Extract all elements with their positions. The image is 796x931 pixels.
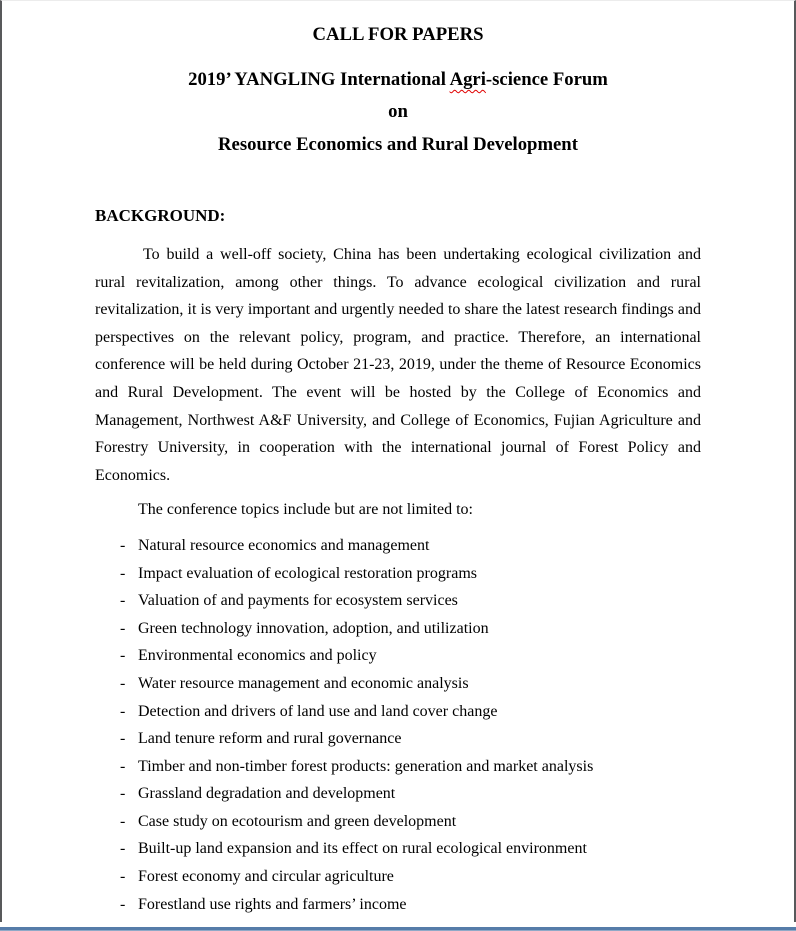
topic-text: Timber and non-timber forest products: generation and market analysis bbox=[138, 757, 594, 775]
dash-bullet: - bbox=[120, 647, 126, 665]
dash-bullet: - bbox=[120, 840, 126, 858]
title-block bbox=[95, 24, 701, 155]
dash-bullet: - bbox=[120, 592, 126, 610]
topic-list-item bbox=[95, 560, 701, 588]
topic-list-item bbox=[95, 835, 701, 863]
topic-text: Natural resource economics and management bbox=[138, 536, 430, 554]
topic-list-item bbox=[95, 698, 701, 726]
topic-text: Impact evaluation of ecological restoration programs bbox=[138, 564, 477, 582]
topic-list-item bbox=[95, 725, 701, 753]
topic-text: Built-up land expansion and its effect on rural ecological environment bbox=[138, 840, 587, 858]
topic-list-item bbox=[95, 780, 701, 808]
topic-text: Detection and drivers of land use and land cover change bbox=[138, 702, 498, 720]
topic-text: Environmental economics and policy bbox=[138, 647, 377, 665]
topic-text: Case study on ecotourism and green development bbox=[138, 812, 457, 830]
dash-bullet: - bbox=[120, 895, 126, 913]
topic-list-item bbox=[95, 532, 701, 560]
topic-text: Green technology innovation, adoption, and utilization bbox=[138, 619, 489, 637]
topic-text: Forestland use rights and farmers’ income bbox=[138, 895, 407, 913]
background-section bbox=[95, 205, 701, 918]
document-content bbox=[2, 24, 794, 918]
topic-list-item bbox=[95, 863, 701, 891]
dash-bullet: - bbox=[120, 730, 126, 748]
topic-text: Forest economy and circular agriculture bbox=[138, 868, 394, 886]
dash-bullet: - bbox=[120, 674, 126, 692]
topic-text: Water resource management and economic analysis bbox=[138, 674, 469, 692]
dash-bullet: - bbox=[120, 564, 126, 582]
dash-bullet: - bbox=[120, 536, 126, 554]
background-paragraph: To build a well-off society, China has been undertaking ecological civilization and rural revitalization, among other things. To advance ecological civilization and rural revitalization, it is very important and urgently needed to share the latest research findings and perspectives on the relevant policy, program, and practice. Therefore, an international conference will be held during October 21-23, 2019, under the theme of Resource Economics and Rural Development. The event will be hosted by the College of Economics and Management, Northwest A&F University, and College of Economics, Fujian Agriculture and Forestry University, in cooperation with the international journal of Forest Policy and Economics. bbox=[95, 246, 701, 484]
dash-bullet: - bbox=[120, 785, 126, 803]
topic-list-item bbox=[95, 642, 701, 670]
topic-text: Grassland degradation and development bbox=[138, 785, 396, 803]
topic-list-item bbox=[95, 808, 701, 836]
dash-bullet: - bbox=[120, 812, 126, 830]
topic-list-item bbox=[95, 670, 701, 698]
topics-intro: The conference topics include but are not limited to: bbox=[138, 501, 473, 519]
dash-bullet: - bbox=[120, 868, 126, 886]
topic-list-item bbox=[95, 587, 701, 615]
doc-title-forum-name bbox=[95, 69, 701, 90]
misspelled-word-agri: Agri bbox=[449, 69, 486, 90]
background-heading: BACKGROUND: bbox=[95, 206, 226, 225]
dash-bullet: - bbox=[120, 757, 126, 775]
doc-title-on: on bbox=[388, 101, 408, 122]
forum-title-prefix: 2019’ YANGLING International bbox=[188, 69, 450, 90]
doc-title-theme: Resource Economics and Rural Development bbox=[218, 134, 578, 155]
topic-text: Valuation of and payments for ecosystem services bbox=[138, 592, 458, 610]
doc-title-call-for-papers: CALL FOR PAPERS bbox=[312, 24, 484, 45]
topic-list-item bbox=[95, 891, 701, 919]
forum-title-suffix: -science Forum bbox=[485, 69, 608, 90]
dash-bullet: - bbox=[120, 619, 126, 637]
topic-list-item bbox=[95, 615, 701, 643]
topic-text: Land tenure reform and rural governance bbox=[138, 730, 402, 748]
topic-list-item bbox=[95, 753, 701, 781]
dash-bullet: - bbox=[120, 702, 126, 720]
topics-list bbox=[95, 532, 701, 918]
window-bottom-edge bbox=[0, 927, 796, 931]
